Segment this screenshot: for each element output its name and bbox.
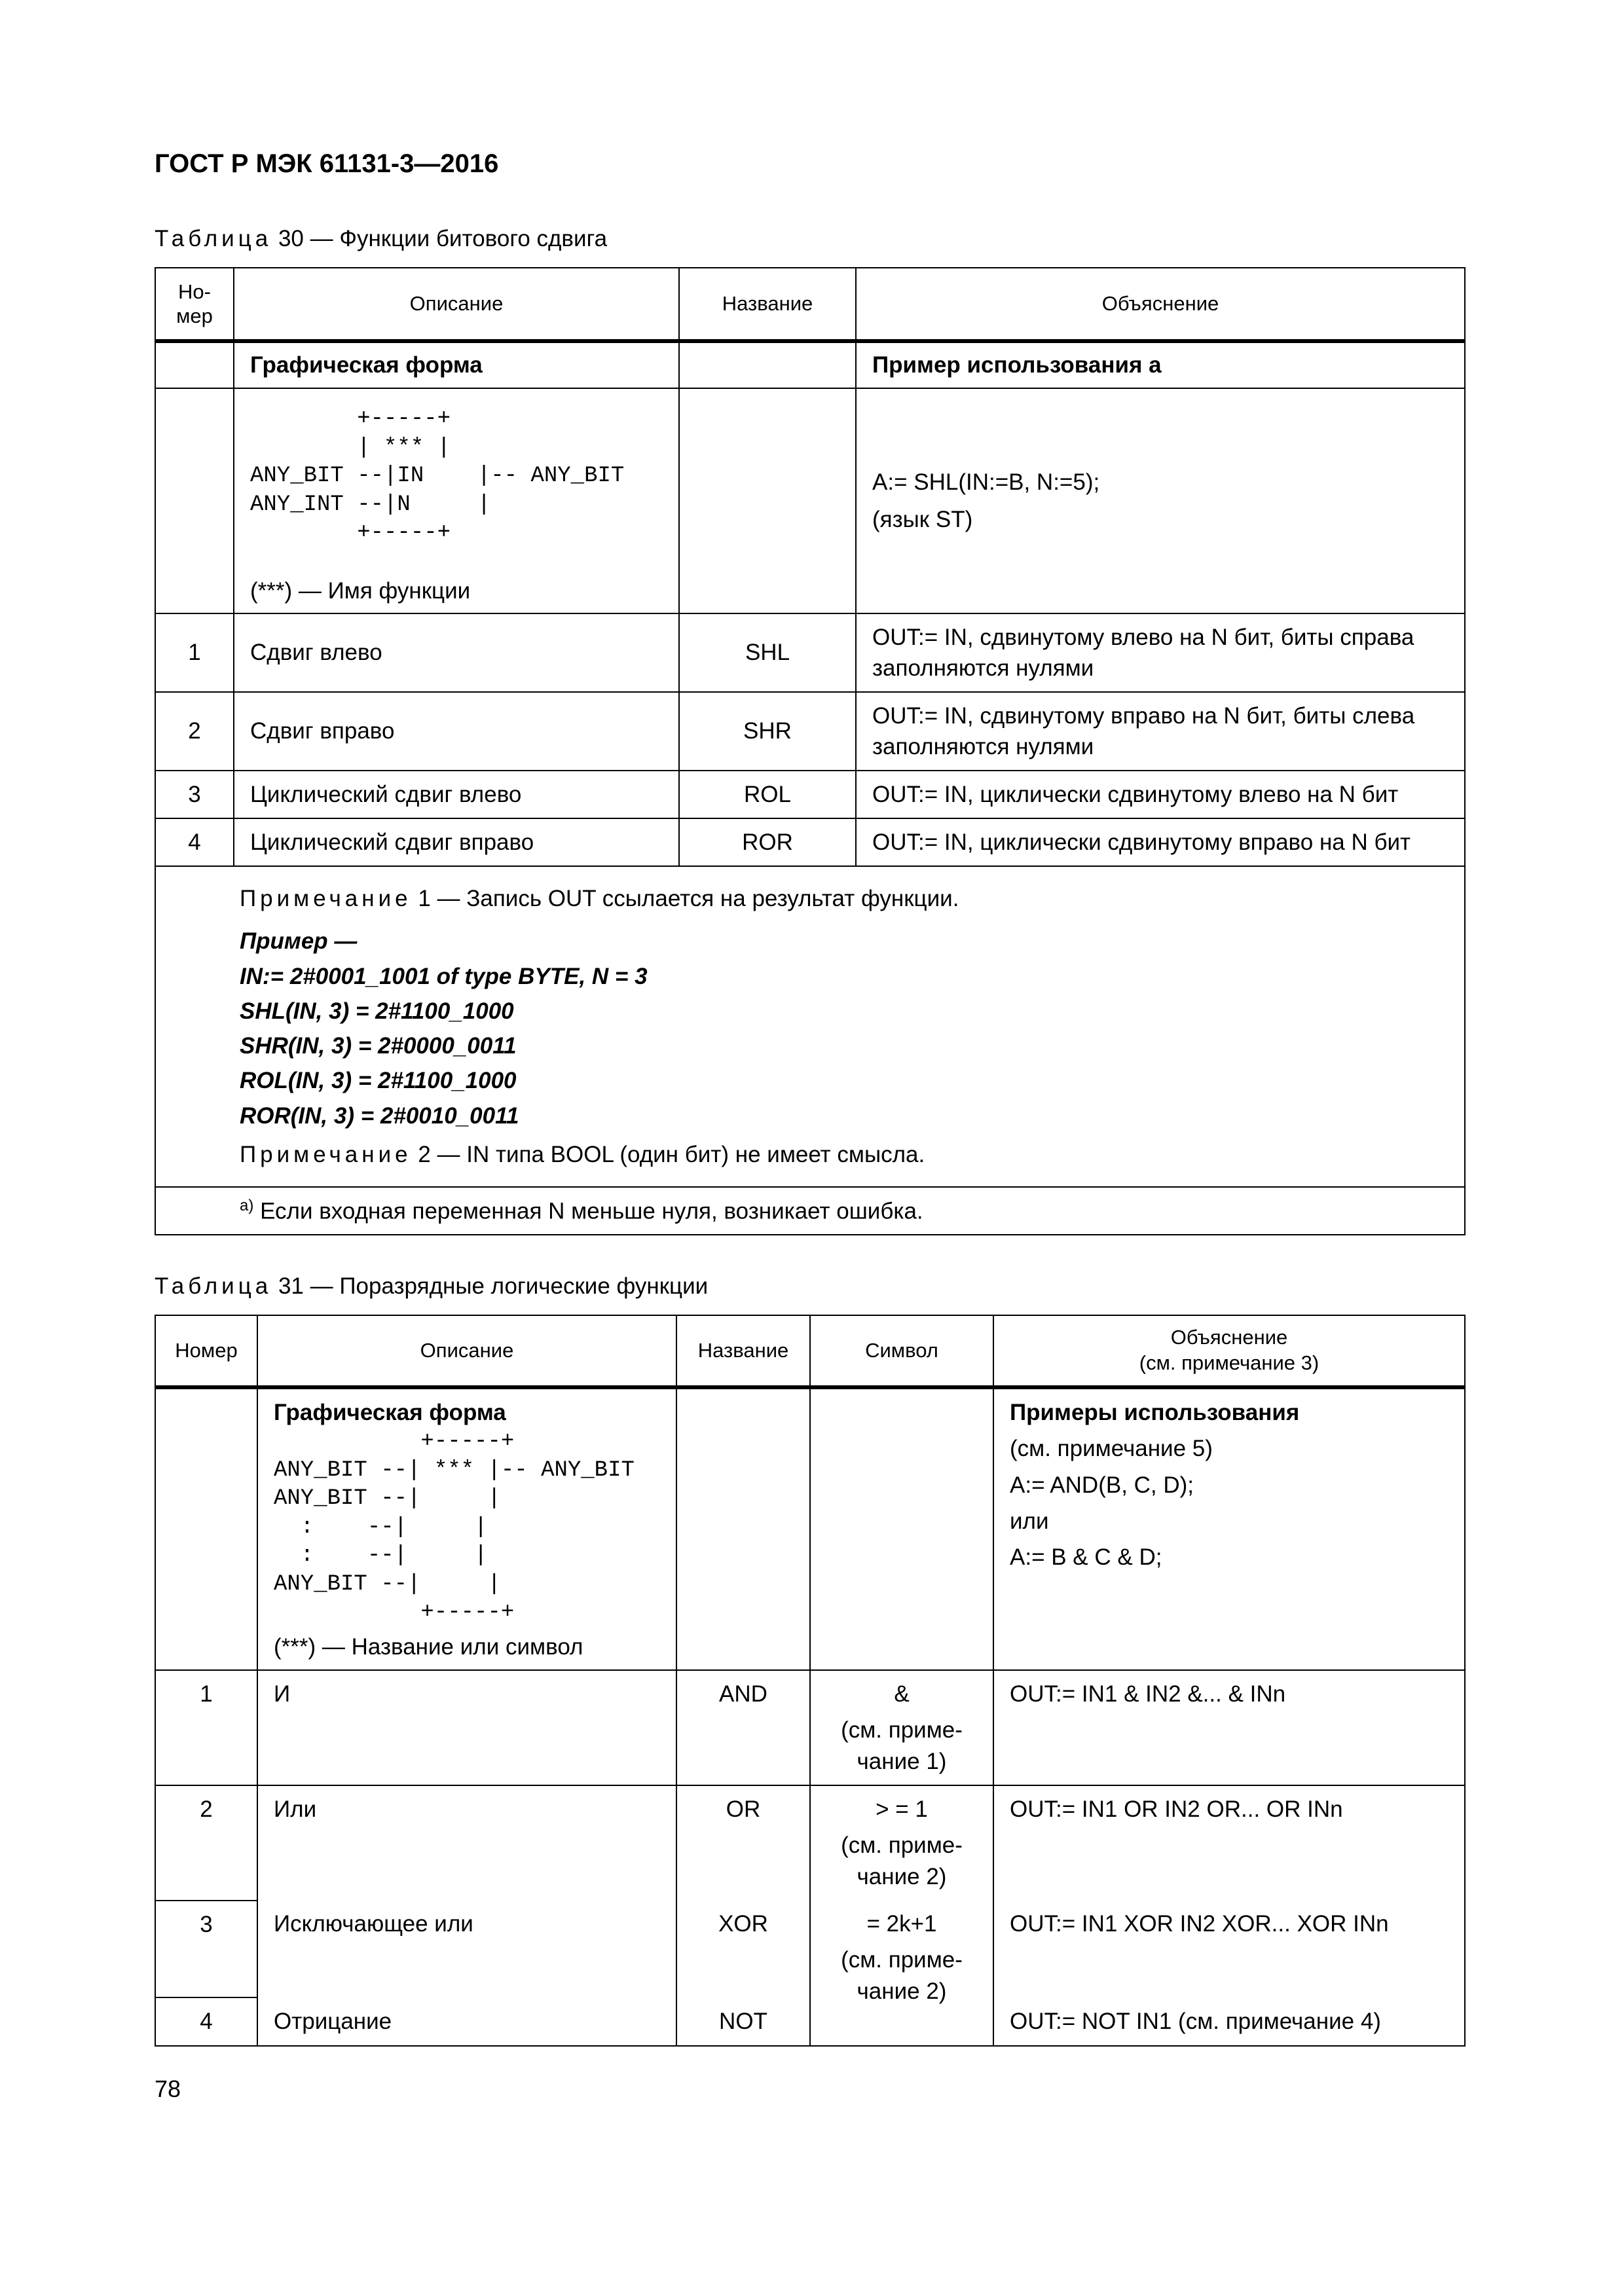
symbol-note: (см. приме- чание 1) [841,1717,963,1774]
row-explanation: OUT:= IN1 & IN2 &... & INn [993,1670,1465,1785]
table-31-caption [155,1273,708,1300]
row-description: Сдвиг вправо [234,692,679,771]
name-or-symbol-note: (***) — Название или символ [274,1633,583,1660]
row-number: 4 [155,818,234,866]
row-explanation: OUT:= IN, циклически сдвинутому вправо на N бит [856,818,1465,866]
col-header-description: Описание [234,268,679,341]
col-header-number: Но- мер [155,268,234,341]
row-number: 3 [155,771,234,818]
usage-title: Примеры использования [1010,1400,1300,1425]
table-row [155,1785,1465,1901]
diagram-row [155,388,1465,613]
col-header-symbol: Символ [810,1315,993,1387]
footnote-row [155,1187,1465,1235]
usage-line: A:= AND(B, C, D); [1010,1472,1194,1498]
example-line: SHL(IN, 3) = 2#1100_1000 [240,998,514,1024]
row-explanation: OUT:= IN1 OR IN2 OR... OR INn [993,1785,1465,1901]
row-explanation: OUT:= IN, сдвинутому вправо на N бит, биты слева заполняются нулями [856,692,1465,771]
table-row [155,818,1465,866]
row-number: 1 [155,1670,257,1785]
example-line: ROR(IN, 3) = 2#0010_0011 [240,1102,519,1129]
table-header-row [155,268,1465,341]
table-row [155,1670,1465,1785]
notes-row [155,866,1465,1187]
graphic-form-title: Графическая форма [234,341,679,388]
row-symbol: = 2k+1 [866,1911,937,1937]
caption-prefix: Таблица [155,1273,272,1299]
table-row [155,692,1465,771]
row-description: Исключающее или [257,1901,676,1997]
row-explanation: OUT:= NOT IN1 (см. примечание 4) [993,1997,1465,2046]
note-2 [240,1139,1449,1170]
row-name: ROL [679,771,856,818]
footnote-text: Если входная переменная N меньше нуля, возникает ошибка. [253,1198,923,1224]
row-description: Отрицание [257,1997,676,2046]
usage-language: (язык ST) [872,507,973,532]
usage-code: A:= SHL(IN:=B, N:=5); [872,469,1100,495]
usage-line: A:= B & C & D; [1010,1544,1162,1570]
caption-prefix: Таблица [155,226,272,251]
row-symbol: > = 1 [876,1796,928,1822]
example-line: SHR(IN, 3) = 2#0000_0011 [240,1033,517,1059]
function-name-note: (***) — Имя функции [250,577,471,604]
col-header-name: Название [676,1315,810,1387]
row-name: SHR [679,692,856,771]
note-1 [240,883,1449,914]
page-number: 78 [155,2075,181,2102]
graphic-form-row [155,341,1465,388]
row-symbol: & [894,1681,910,1707]
table-row [155,613,1465,692]
row-number: 2 [155,692,234,771]
row-description: Циклический сдвиг вправо [234,818,679,866]
row-name: XOR [676,1901,810,1997]
row-number: 2 [155,1785,257,1901]
col-header-number: Номер [155,1315,257,1387]
function-block-diagram: +-----+ | *** | ANY_BIT --|IN |-- ANY_BIT ANY_INT --|N | +-----+ [250,407,625,546]
row-name: ROR [679,818,856,866]
table-30-caption [155,226,607,252]
col-header-description: Описание [257,1315,676,1387]
table-row [155,771,1465,818]
col-header-name: Название [679,268,856,341]
row-name: AND [676,1670,810,1785]
col-header-explanation: Объяснение [856,268,1465,341]
row-description: И [257,1670,676,1785]
caption-text: 31 — Поразрядные логические функции [272,1273,709,1299]
graphic-form-title: Графическая форма [274,1400,506,1425]
row-description: Циклический сдвиг влево [234,771,679,818]
document-header: ГОСТ Р МЭК 61131-3—2016 [155,149,499,178]
example-line: ROL(IN, 3) = 2#1100_1000 [240,1068,517,1094]
footnote-mark: а) [240,1196,254,1214]
caption-text: 30 — Функции битового сдвига [272,226,608,251]
table-row [155,1901,1465,1997]
table-31 [155,1315,1466,2047]
row-explanation: OUT:= IN1 XOR IN2 XOR... XOR INn [993,1901,1465,1997]
usage-line: (см. примечание 5) [1010,1436,1213,1462]
row-number: 4 [155,1997,257,2046]
symbol-note: (см. приме- чание 2) [841,1947,963,2004]
row-description: Сдвиг влево [234,613,679,692]
example-line: IN:= 2#0001_1001 of type BYTE, N = 3 [240,963,648,989]
col-header-explanation: Объяснение (см. примечание 3) [993,1315,1465,1387]
row-description: Или [257,1785,676,1901]
note-prefix: Примечание [240,1141,412,1167]
row-explanation: OUT:= IN, циклически сдвинутому влево на N бит [856,771,1465,818]
note-prefix: Примечание [240,886,412,911]
row-name: NOT [676,1997,810,2046]
graphic-form-row [155,1387,1465,1670]
row-explanation: OUT:= IN, сдвинутому влево на N бит, биты справа заполняются нулями [856,613,1465,692]
logic-block-diagram: +-----+ ANY_BIT --| *** |-- ANY_BIT ANY_BIT --| | : --| | : --| | ANY_BIT --| | +-----+ [274,1429,635,1626]
usage-line: или [1010,1508,1049,1534]
table-30 [155,267,1466,1235]
row-number: 1 [155,613,234,692]
table-header-row [155,1315,1465,1387]
row-name: OR [676,1785,810,1901]
usage-title: Пример использования а [856,341,1465,388]
note-text: 1 — Запись OUT ссылается на результат функции. [411,886,959,911]
row-name: SHL [679,613,856,692]
row-number: 3 [155,1901,257,1997]
example-title: Пример — [240,928,358,955]
symbol-note: (см. приме- чание 2) [841,1832,963,1889]
note-text: 2 — IN типа BOOL (один бит) не имеет смысла. [411,1141,925,1167]
